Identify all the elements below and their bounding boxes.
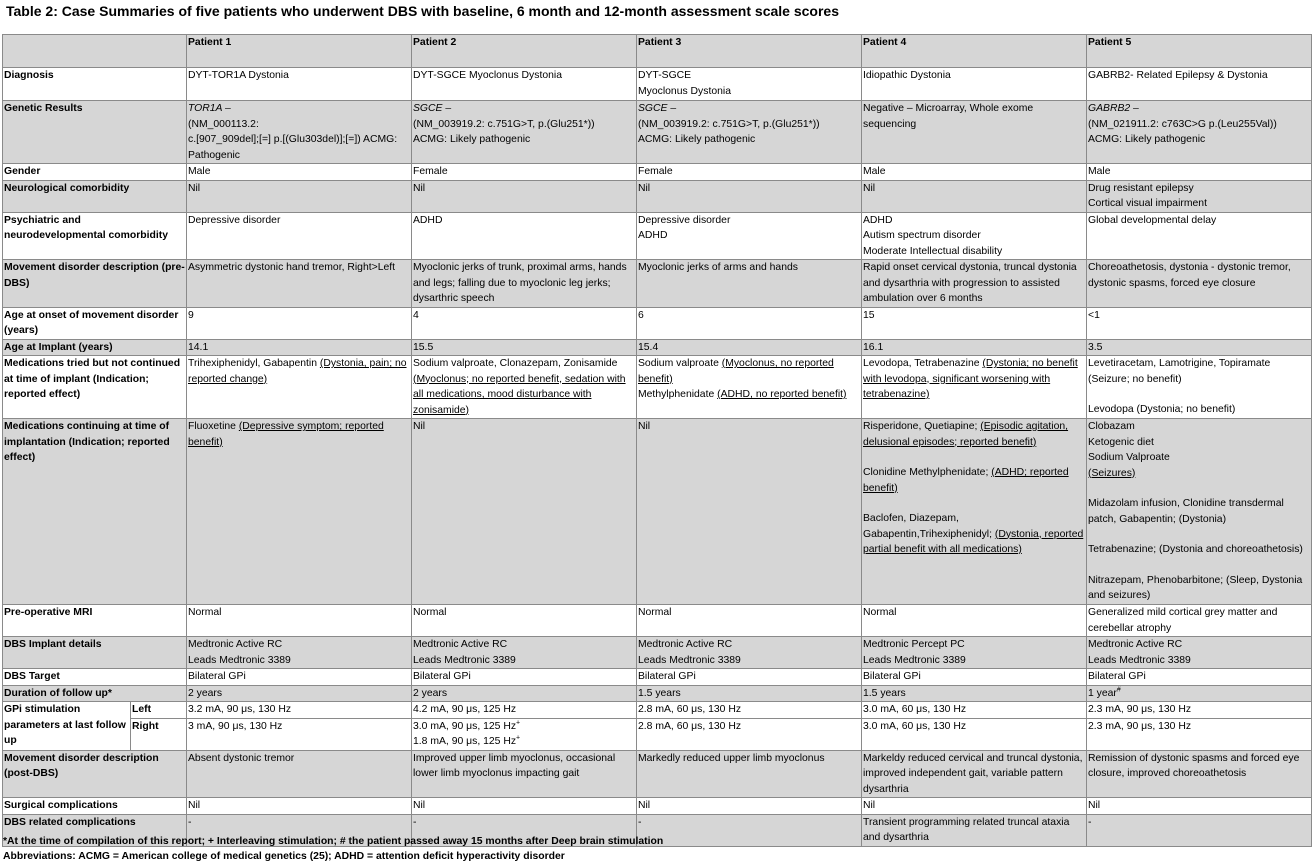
cell: 15 bbox=[862, 307, 1087, 339]
cell: Nil bbox=[412, 180, 637, 212]
patient-2-header: Patient 2 bbox=[412, 35, 637, 68]
cell: Nil bbox=[637, 419, 862, 605]
cell: GABRB2 – (NM_021911.2: c763C>G p.(Leu255Val)) ACMG: Likely pathogenic bbox=[1087, 101, 1312, 164]
row-label: Psychiatric and neurodevelopmental comorbidity bbox=[3, 212, 187, 260]
cell: Clobazam Ketogenic diet Sodium Valproate (Seizures) Midazolam infusion, Clonidine transdermal patch, Gabapentin; (Dystonia) Tetrabenazine; (Dystonia and choreoathetosis) Nitrazepam, Phenobarbitone; (Sleep, Dystonia and seizures) bbox=[1087, 419, 1312, 605]
cell: TOR1A – (NM_000113.2: c.[907_909del];[=] p.[(Glu303del)];[=]) ACMG: Pathogenic bbox=[187, 101, 412, 164]
case-summary-table bbox=[2, 34, 1312, 847]
corner-cell bbox=[3, 35, 187, 68]
sub-label-right: Right bbox=[131, 718, 187, 750]
row-label: Age at Implant (years) bbox=[3, 339, 187, 356]
cell: 3.2 mA, 90 μs, 130 Hz bbox=[187, 702, 412, 719]
cell: Bilateral GPi bbox=[862, 669, 1087, 686]
cell: Medtronic Percept PC Leads Medtronic 3389 bbox=[862, 637, 1087, 669]
cell: 6 bbox=[637, 307, 862, 339]
cell: Generalized mild cortical grey matter and cerebellar atrophy bbox=[1087, 605, 1312, 637]
cell: Absent dystonic tremor bbox=[187, 750, 412, 798]
row-medications-continued bbox=[3, 419, 1312, 605]
cell: Medtronic Active RC Leads Medtronic 3389 bbox=[187, 637, 412, 669]
cell: 14.1 bbox=[187, 339, 412, 356]
cell: Nil bbox=[1087, 798, 1312, 815]
cell: Nil bbox=[187, 798, 412, 815]
cell: Drug resistant epilepsy Cortical visual impairment bbox=[1087, 180, 1312, 212]
row-stim-right bbox=[3, 718, 1312, 750]
row-neurological-comorbidity bbox=[3, 180, 1312, 212]
cell: Medtronic Active RC Leads Medtronic 3389 bbox=[412, 637, 637, 669]
row-psychiatric-comorbidity bbox=[3, 212, 1312, 260]
row-label: Surgical complications bbox=[3, 798, 187, 815]
cell: Bilateral GPi bbox=[637, 669, 862, 686]
row-label: Gender bbox=[3, 164, 187, 181]
cell: 2.8 mA, 60 μs, 130 Hz bbox=[637, 718, 862, 750]
cell: Choreoathetosis, dystonia - dystonic tremor, dystonic spasms, forced eye closure bbox=[1087, 260, 1312, 308]
cell: 1.5 years bbox=[862, 685, 1087, 702]
cell: Nil bbox=[187, 180, 412, 212]
row-follow-up bbox=[3, 685, 1312, 702]
cell: Risperidone, Quetiapine; (Episodic agitation, delusional episodes; reported benefit) Clonidine Methylphenidate; (ADHD; reported benefit) Baclofen, Diazepam, Gabapentin,Trihexiphenidyl; (Dystonia, reported partial benefit with all medications) bbox=[862, 419, 1087, 605]
cell: - bbox=[412, 814, 637, 846]
patient-4-header: Patient 4 bbox=[862, 35, 1087, 68]
row-label: Diagnosis bbox=[3, 68, 187, 101]
cell: - bbox=[1087, 814, 1312, 846]
patient-5-header: Patient 5 bbox=[1087, 35, 1312, 68]
cell: Normal bbox=[637, 605, 862, 637]
row-label: Duration of follow up* bbox=[3, 685, 187, 702]
cell: Levetiracetam, Lamotrigine, Topiramate (Seizure; no benefit) Levodopa (Dystonia; no benefit) bbox=[1087, 356, 1312, 419]
row-age-onset bbox=[3, 307, 1312, 339]
cell: <1 bbox=[1087, 307, 1312, 339]
cell: 1 year# bbox=[1087, 685, 1312, 702]
row-diagnosis bbox=[3, 68, 1312, 101]
cell: 2.3 mA, 90 μs, 130 Hz bbox=[1087, 718, 1312, 750]
cell: 3.0 mA, 60 μs, 130 Hz bbox=[862, 718, 1087, 750]
cell: Myoclonic jerks of trunk, proximal arms, hands and legs; falling due to myoclonic leg jerks; dysarthric speech bbox=[412, 260, 637, 308]
cell: 2 years bbox=[412, 685, 637, 702]
cell: 2.3 mA, 90 μs, 130 Hz bbox=[1087, 702, 1312, 719]
cell: Male bbox=[1087, 164, 1312, 181]
cell: Normal bbox=[862, 605, 1087, 637]
cell: SGCE – (NM_003919.2: c.751G>T, p.(Glu251*)) ACMG: Likely pathogenic bbox=[637, 101, 862, 164]
cell: - bbox=[187, 814, 412, 846]
cell: Sodium valproate, Clonazepam, Zonisamide (Myoclonus; no reported benefit, sedation with all medications, mood disturbance with zonisamide) bbox=[412, 356, 637, 419]
row-label: GPi stimulation parameters at last follow up bbox=[3, 702, 131, 751]
cell: Bilateral GPi bbox=[412, 669, 637, 686]
cell: Nil bbox=[637, 798, 862, 815]
row-label: Medications tried but not continued at time of implant (Indication; reported effect) bbox=[3, 356, 187, 419]
cell: Normal bbox=[187, 605, 412, 637]
row-label: DBS related complications bbox=[3, 814, 187, 846]
cell: 3.0 mA, 60 μs, 130 Hz bbox=[862, 702, 1087, 719]
cell: Transient programming related truncal ataxia and dysarthria bbox=[862, 814, 1087, 846]
row-dbs-target bbox=[3, 669, 1312, 686]
abbreviations: Abbreviations: ACMG = American college of medical genetics (25); ADHD = attention deficit hyperactivity disorder bbox=[3, 851, 565, 862]
cell: - bbox=[637, 814, 862, 846]
cell: 3.0 mA, 90 μs, 125 Hz+ 1.8 mA, 90 μs, 125 Hz+ bbox=[412, 718, 637, 750]
footnote: *At the time of compilation of this report; + Interleaving stimulation; # the patient passed away 15 months after Deep brain stimulation bbox=[3, 836, 664, 847]
table-title: Table 2: Case Summaries of five patients who underwent DBS with baseline, 6 month and 12-month assessment scale scores bbox=[6, 3, 839, 19]
cell: 4.2 mA, 90 μs, 125 Hz bbox=[412, 702, 637, 719]
row-label: Age at onset of movement disorder (years) bbox=[3, 307, 187, 339]
row-label: Movement disorder description (post-DBS) bbox=[3, 750, 187, 798]
row-surgical-complications bbox=[3, 798, 1312, 815]
cell: DYT-TOR1A Dystonia bbox=[187, 68, 412, 101]
cell: Nil bbox=[862, 798, 1087, 815]
cell: 16.1 bbox=[862, 339, 1087, 356]
cell: Female bbox=[412, 164, 637, 181]
cell: Idiopathic Dystonia bbox=[862, 68, 1087, 101]
cell: Bilateral GPi bbox=[187, 669, 412, 686]
row-gender bbox=[3, 164, 1312, 181]
cell: Sodium valproate (Myoclonus, no reported benefit) Methylphenidate (ADHD, no reported benefit) bbox=[637, 356, 862, 419]
cell: Nil bbox=[412, 419, 637, 605]
cell: Fluoxetine (Depressive symptom; reported benefit) bbox=[187, 419, 412, 605]
row-genetic-results bbox=[3, 101, 1312, 164]
cell: Nil bbox=[637, 180, 862, 212]
cell: Trihexiphenidyl, Gabapentin (Dystonia, pain; no reported change) bbox=[187, 356, 412, 419]
row-label: Pre-operative MRI bbox=[3, 605, 187, 637]
sub-label-left: Left bbox=[131, 702, 187, 719]
cell: 9 bbox=[187, 307, 412, 339]
row-label: Neurological comorbidity bbox=[3, 180, 187, 212]
cell: Nil bbox=[862, 180, 1087, 212]
cell: 3 mA, 90 μs, 130 Hz bbox=[187, 718, 412, 750]
cell: Nil bbox=[412, 798, 637, 815]
row-label: Medications continuing at time of implantation (Indication; reported effect) bbox=[3, 419, 187, 605]
row-label: DBS Target bbox=[3, 669, 187, 686]
cell: Male bbox=[187, 164, 412, 181]
cell: Medtronic Active RC Leads Medtronic 3389 bbox=[1087, 637, 1312, 669]
header-row bbox=[3, 35, 1312, 68]
cell: Rapid onset cervical dystonia, truncal dystonia and dysarthria with progression to assisted ambulation over 6 months bbox=[862, 260, 1087, 308]
cell: Bilateral GPi bbox=[1087, 669, 1312, 686]
cell: SGCE – (NM_003919.2: c.751G>T, p.(Glu251*)) ACMG: Likely pathogenic bbox=[412, 101, 637, 164]
cell: Markeldy reduced cervical and truncal dystonia, improved independent gait, variable pattern dysarthria bbox=[862, 750, 1087, 798]
cell: ADHD Autism spectrum disorder Moderate Intellectual disability bbox=[862, 212, 1087, 260]
cell: GABRB2- Related Epilepsy & Dystonia bbox=[1087, 68, 1312, 101]
patient-3-header: Patient 3 bbox=[637, 35, 862, 68]
row-medications-stopped bbox=[3, 356, 1312, 419]
cell: Global developmental delay bbox=[1087, 212, 1312, 260]
row-pre-operative-mri bbox=[3, 605, 1312, 637]
row-movement-post-dbs bbox=[3, 750, 1312, 798]
cell: Depressive disorder bbox=[187, 212, 412, 260]
row-label: Movement disorder description (pre-DBS) bbox=[3, 260, 187, 308]
cell: Negative – Microarray, Whole exome sequencing bbox=[862, 101, 1087, 164]
patient-1-header: Patient 1 bbox=[187, 35, 412, 68]
cell: 4 bbox=[412, 307, 637, 339]
cell: Levodopa, Tetrabenazine (Dystonia; no benefit with levodopa, significant worsening with tetrabenazine) bbox=[862, 356, 1087, 419]
cell: Remission of dystonic spasms and forced eye closure, improved choreoathetosis bbox=[1087, 750, 1312, 798]
cell: Depressive disorder ADHD bbox=[637, 212, 862, 260]
cell: 2.8 mA, 60 μs, 130 Hz bbox=[637, 702, 862, 719]
cell: Medtronic Active RC Leads Medtronic 3389 bbox=[637, 637, 862, 669]
cell: Asymmetric dystonic hand tremor, Right>Left bbox=[187, 260, 412, 308]
row-label: Genetic Results bbox=[3, 101, 187, 164]
cell: Normal bbox=[412, 605, 637, 637]
row-dbs-implant-details bbox=[3, 637, 1312, 669]
cell: ADHD bbox=[412, 212, 637, 260]
cell: 3.5 bbox=[1087, 339, 1312, 356]
cell: Myoclonic jerks of arms and hands bbox=[637, 260, 862, 308]
cell: DYT-SGCE Myoclonus Dystonia bbox=[637, 68, 862, 101]
cell: Male bbox=[862, 164, 1087, 181]
cell: Markedly reduced upper limb myoclonus bbox=[637, 750, 862, 798]
cell: Female bbox=[637, 164, 862, 181]
cell: 2 years bbox=[187, 685, 412, 702]
cell: 15.5 bbox=[412, 339, 637, 356]
row-stim-left bbox=[3, 702, 1312, 719]
cell: 1.5 years bbox=[637, 685, 862, 702]
cell: 15.4 bbox=[637, 339, 862, 356]
cell: Improved upper limb myoclonus, occasional lower limb myoclonus impacting gait bbox=[412, 750, 637, 798]
cell: DYT-SGCE Myoclonus Dystonia bbox=[412, 68, 637, 101]
row-movement-pre-dbs bbox=[3, 260, 1312, 308]
row-age-implant bbox=[3, 339, 1312, 356]
row-label: DBS Implant details bbox=[3, 637, 187, 669]
